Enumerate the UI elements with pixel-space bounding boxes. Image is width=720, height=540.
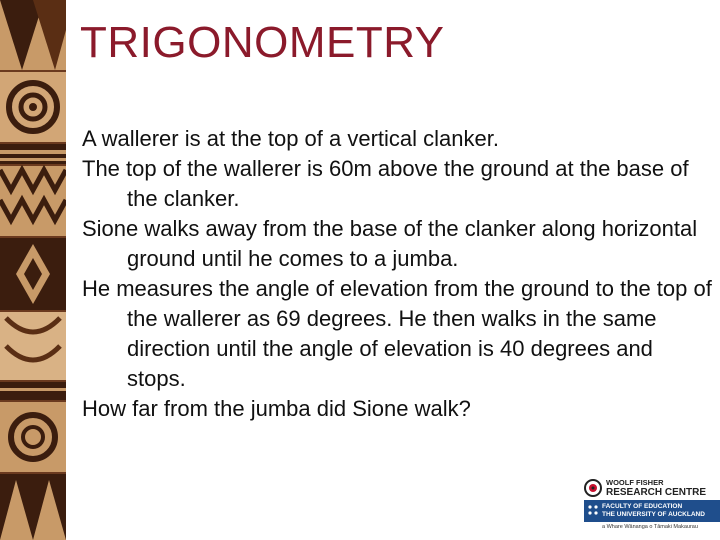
logo-motto: a Whare Wānanga o Tāmaki Makaurau	[602, 524, 698, 530]
slide-title: TRIGONOMETRY	[80, 18, 445, 67]
logo-emblem-icon	[584, 478, 602, 498]
tapa-border-decoration	[0, 0, 66, 540]
logo-university-band	[584, 500, 720, 522]
logo-line2: RESEARCH CENTRE	[606, 487, 707, 498]
problem-text	[82, 124, 712, 424]
logo-line1: WOOLF FISHER	[606, 478, 664, 487]
paragraph-4: He measures the angle of elevation from the ground to the top of the wallerer as 69 degrees. He then walks in the same direction until the angle of elevation is 40 degrees and stops.	[82, 276, 712, 391]
university-crest-icon	[587, 504, 599, 518]
paragraph-2: The top of the wallerer is 60m above the ground at the base of the clanker.	[82, 156, 689, 211]
logo-band-line2: THE UNIVERSITY OF AUCKLAND	[602, 510, 705, 518]
tapa-pattern	[0, 0, 66, 540]
paragraph-5: How far from the jumba did Sione walk?	[82, 396, 471, 421]
logo-header	[584, 476, 720, 498]
paragraph-3: Sione walks away from the base of the clanker along horizontal ground until he comes to a jumba.	[82, 216, 698, 271]
logo-name	[606, 478, 706, 499]
paragraph-1: A wallerer is at the top of a vertical clanker.	[82, 126, 499, 151]
logo-band-line1: FACULTY OF EDUCATION	[602, 503, 683, 510]
woolf-fisher-logo	[584, 476, 720, 540]
